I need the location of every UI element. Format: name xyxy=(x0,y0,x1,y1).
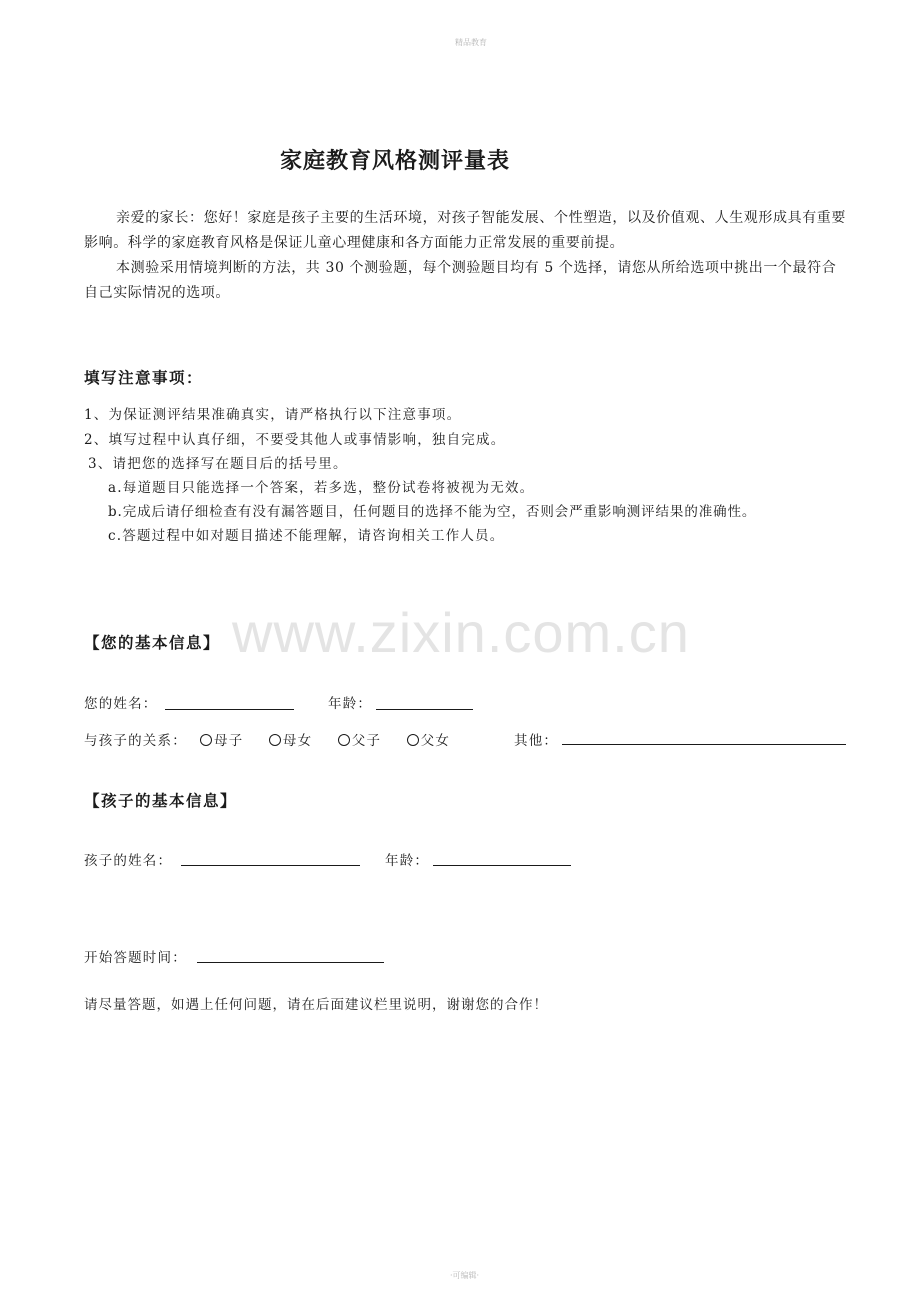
page-title: 家庭教育风格测评量表 xyxy=(280,148,511,174)
radio-icon xyxy=(338,734,350,746)
intro-paragraph-1: 亲爱的家长：您好！家庭是孩子主要的生活环境，对孩子智能发展、个性塑造，以及价值观、人生观形成具有重要影响。科学的家庭教育风格是保证儿童心理健康和各方面能力正常发展的重要前提。 xyxy=(84,210,846,251)
relation-option-mother-son[interactable]: 母子 xyxy=(200,733,243,749)
header-mark: 精品教育 xyxy=(455,38,487,47)
note-item-1: 1、为保证测评结果准确真实，请严格执行以下注意事项。 xyxy=(84,407,462,423)
relation-option-father-daughter[interactable]: 父女 xyxy=(407,733,450,749)
note-item-3: 3、请把您的选择写在题目后的括号里。 xyxy=(88,456,348,472)
relation-option-mother-daughter[interactable]: 母女 xyxy=(269,733,312,749)
parent-age-label: 年龄： xyxy=(328,696,373,712)
relation-option-father-son[interactable]: 父子 xyxy=(338,733,381,749)
note-item-2: 2、填写过程中认真仔细，不要受其他人或事情影响，独自完成。 xyxy=(84,432,506,448)
child-age-label: 年龄： xyxy=(385,853,430,869)
note-sub-b: b.完成后请仔细检查有没有漏答题目，任何题目的选择不能为空，否则会严重影响测评结果的准确性。 xyxy=(108,504,757,520)
parent-name-field[interactable] xyxy=(165,709,294,710)
note-sub-c: c.答题过程中如对题目描述不能理解，请咨询相关工作人员。 xyxy=(108,528,505,544)
intro-paragraph-2: 本测验采用情境判断的方法，共 30 个测验题，每个测验题目均有 5 个选择，请您从所给选项中挑出一个最符合自己实际情况的选项。 xyxy=(84,260,837,301)
radio-icon xyxy=(269,734,281,746)
notes-heading: 填写注意事项： xyxy=(84,368,204,387)
child-name-field[interactable] xyxy=(181,865,360,866)
child-name-label: 孩子的姓名： xyxy=(84,853,173,869)
child-info-heading: 【孩子的基本信息】 xyxy=(84,791,238,810)
parent-info-heading: 【您的基本信息】 xyxy=(84,633,221,652)
relation-options xyxy=(200,729,470,749)
child-age-field[interactable] xyxy=(433,865,571,866)
relation-other-field[interactable] xyxy=(562,744,846,745)
relation-other-label: 其他： xyxy=(514,733,559,749)
intro-section xyxy=(84,206,850,306)
radio-icon xyxy=(200,734,212,746)
radio-icon xyxy=(407,734,419,746)
relation-label: 与孩子的关系： xyxy=(84,733,187,749)
start-time-field[interactable] xyxy=(197,962,384,963)
watermark: www.zixin.com.cn xyxy=(232,601,690,664)
parent-age-field[interactable] xyxy=(376,709,473,710)
footer-mark: ·可编辑· xyxy=(450,1271,480,1280)
note-sub-a: a.每道题目只能选择一个答案，若多选，整份试卷将被视为无效。 xyxy=(108,480,535,496)
closing-note: 请尽量答题，如遇上任何问题，请在后面建议栏里说明，谢谢您的合作！ xyxy=(84,997,548,1013)
parent-name-label: 您的姓名： xyxy=(84,696,158,712)
start-time-label: 开始答题时间： xyxy=(84,950,187,966)
